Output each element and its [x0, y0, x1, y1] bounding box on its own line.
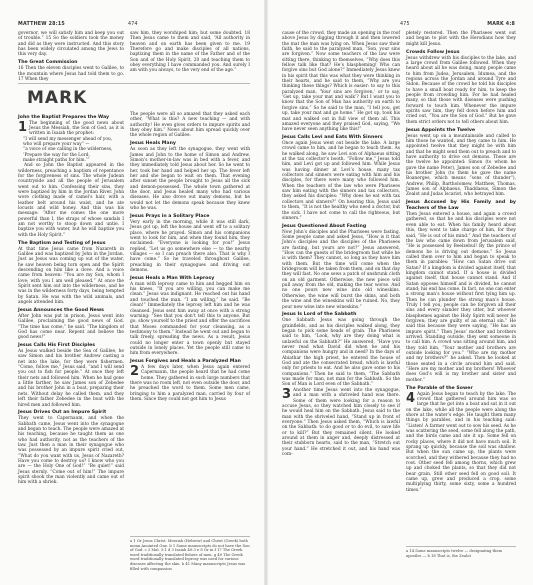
leprosy-paragraph: A man with leprosy came to him and begged him on his knees, “If you are willing, you can make me clean.” Jesus was indignant. He reached out his hand and touched the man. “I am willing,” he said. “Be clean!” Immediately the leprosy left him and he was cleansed. Jesus sent him away at once with a strong warning: “See that you don’t tell this to anyone. But go, show yourself to the priest and offer the sacrifices that Moses commanded for your cleansing, as a testimony to them.” Instead he went out and began to talk freely, spreading the news. As a result, Jesus could no longer enter a town openly but stayed outside in lonely places. Yet the people still came to him from everywhere.: [130, 281, 250, 357]
commission-paragraph: 16 Then the eleven disciples went to Galilee, to the mountain where Jesus had told them to go. 17 When they: [18, 66, 124, 82]
footnote-rule: [130, 536, 250, 537]
poem-line-5: make straight paths for him.’”: [23, 157, 90, 163]
sower-paragraph: 4 Again Jesus began to teach by the lake. The crowd that gathered around him was so large that he got into a boat and sat in it out on the lake, while all the people were along the shore at the water’s edge. He taught them many things by parables, and in his teaching said: “Listen! A farmer went out to sow his seed. As he was scattering the seed, some fell along the path, and the birds came and ate it up. Some fell on rocky places, where it did not have much soil. It sprang up quickly, because the soil was shallow. But when the sun came up, the plants were scorched, and they withered because they had no root. Other seed fell among thorns, which grew up and choked the plants, so that they did not bear grain. Still other seed fell on good soil. It came up, grew and produced a crop, some multiplying thirty, some sixty, some a hundred times.”: [406, 390, 516, 493]
right-col2: [406, 31, 516, 543]
levi-paragraph: Once again Jesus went out beside the lake. A large crowd came to him, and he began to teach them. As he walked along, he saw Levi son of Alphaeus sitting at the tax collector’s booth. “Follow me,” Jesus told him, and Levi got up and followed him. While Jesus was having dinner at Levi’s house, many tax collectors and sinners were eating with him and his disciples, for there were many who followed him. When the teachers of the law who were Pharisees saw him eating with the sinners and tax collectors, they asked his disciples: “Why does he eat with tax collectors and sinners?” On hearing this, Jesus said to them, “It is not the healthy who need a doctor, but the sick. I have not come to call the righteous, but sinners.”: [282, 141, 400, 221]
running-head-left: MATTHEW 28:15: [18, 22, 65, 27]
matthew-paragraph: governor, we will satisfy him and keep you out of trouble.” 15 So the soldiers took the money and did as they were instructed. And this story has been widely circulated among the Jews to this very day.: [18, 31, 124, 58]
announces-heading: Jesus Announces the Good News: [18, 307, 104, 313]
page-number-left: 474: [128, 22, 138, 27]
heals-paragraph: As soon as they left the synagogue, they went with James and John to the home of Simon and Andrew. Simon’s mother-in-law was in bed with a fever, and they immediately told Jesus about her. So he went to her, took her hand and helped her up. The fever left her and she began to wait on them. That evening after sunset the people brought to Jesus all the sick and demon-possessed. The whole town gathered at the door, and Jesus healed many who had various diseases. He also drove out many demons, but he would not let the demons speak because they knew who he was.: [130, 147, 250, 211]
paralyzed-paragraph: cause of the crowd, they made an opening in the roof above Jesus by digging through it and then lowered the mat the man was lying on. When Jesus saw their faith, he said to the paralyzed man, “Son, your sins are forgiven.” Now some teachers of the law were sitting there, thinking to themselves, “Why does this fellow talk like that? He’s blaspheming! Who can forgive sins but God alone?” Immediately Jesus knew in his spirit that this was what they were thinking in their hearts, and he said to them, “Why are you thinking these things? Which is easier: to say to this paralyzed man, ‘Your sins are forgiven,’ or to say, ‘Get up, take your mat and walk’? But I want you to know that the Son of Man has authority on earth to forgive sins.” So he said to the man, “I tell you, get up, take your mat and go home.” He got up, took his mat and walked out in full view of them all. This amazed everyone and they praised God, saying, “We have never seen anything like this!”: [282, 31, 400, 133]
sabbath-heading: Jesus Is Lord of the Sabbath: [282, 312, 357, 318]
fasting-heading: Jesus Questioned About Fasting: [282, 223, 367, 229]
mark-col1: [18, 112, 124, 557]
sabbath-paragraph: One Sabbath Jesus was going through the grainfields, and as his disciples walked along, they began to pick some heads of grain. The Pharisees said to him, “Look, why are they doing what is unlawful on the Sabbath?” He answered, “Have you never read what David did when he and his companions were hungry and in need? In the days of Abiathar the high priest, he entered the house of God and ate the consecrated bread, which is lawful only for priests to eat. And he also gave some to his companions.” Then he said to them, “The Sabbath was made for man, not man for the Sabbath. So the Son of Man is Lord even of the Sabbath.”: [282, 318, 400, 388]
twelve-heading: Jesus Appoints the Twelve: [406, 127, 476, 133]
poem-line-1: “I will send my messenger ahead of you,: [23, 136, 113, 142]
crowds-paragraph: Jesus withdrew with his disciples to the lake, and a large crowd from Galilee followed. When they heard about all he was doing, many people came to him from Judea, Jerusalem, Idumea, and the regions across the Jordan and around Tyre and Sidon. Because of the crowd he told his disciples to have a small boat ready for him, to keep the people from crowding him. For he had healed many, so that those with diseases were pushing forward to touch him. Whenever the impure spirits saw him, they fell down before him and cried out, “You are the Son of God.” But he gave them strict orders not to tell others about him.: [406, 55, 516, 125]
footnote-rule-right: [406, 546, 516, 547]
book-divider: [18, 83, 250, 84]
poem-line-3: “a voice of one calling in the wilderness,: [23, 147, 113, 153]
leprosy-heading: Jesus Heals a Man With Leprosy: [130, 275, 215, 281]
baptism-heading: The Baptism and Testing of Jesus: [18, 240, 106, 246]
calls-heading: Jesus Calls His First Disciples: [18, 343, 96, 349]
restored-paragraph: pletely restored. Then the Pharisees went out and began to plot with the Herodians how they might kill Jesus.: [406, 31, 516, 47]
levi-heading: Jesus Calls Levi and Eats With Sinners: [282, 135, 383, 141]
amazed-paragraph: The people were all so amazed that they asked each other, “What is this? A new teaching — and with authority! He even gives orders to impure spirits and they obey him.” News about him spread quickly over the whole region of Galilee.: [130, 112, 250, 139]
sower-heading: The Parable of the Sower: [406, 385, 473, 391]
chapter-number: 1: [18, 119, 28, 135]
right-page: [268, 0, 533, 585]
twelve-paragraph: Jesus went up on a mountainside and called to him those he wanted, and they came to him. He appointed twelve that they might be with him and that he might send them out to preach and to have authority to drive out demons. These are the twelve he appointed: Simon (to whom he gave the name Peter), James son of Zebedee and his brother John (to them he gave the name Boanerges, which means “sons of thunder”), Andrew, Philip, Bartholomew, Matthew, Thomas, James son of Alphaeus, Thaddaeus, Simon the Zealot and Judas Iscariot, who betrayed him.: [406, 133, 516, 198]
chapter3-paragraph: 3 Another time Jesus went into the synagogue, and a man with a shriveled hand was there. Some of them were looking for a reason to accuse Jesus, so they watched him closely to see if he would heal him on the Sabbath. Jesus said to the man with the shriveled hand, “Stand up in front of everyone.” Then Jesus asked them, “Which is lawful on the Sabbath: to do good or to do evil, to save life or to kill?” But they remained silent. He looked around at them in anger and, deeply distressed at their stubborn hearts, said to the man, “Stretch out your hand.” He stretched it out, and his hand was com-: [282, 386, 400, 457]
poem-line-2: who will prepare your way” —: [23, 141, 90, 147]
footnote-right: a 14 Some manuscripts twelve — designating them apostles — b 18 That is, the Zealot: [406, 549, 503, 558]
family-paragraph: Then Jesus entered a house, and again a crowd gathered, so that he and his disciples were not even able to eat. When his family heard about this, they went to take charge of him, for they said, “He is out of his mind.” And the teachers of the law who came down from Jerusalem said, “He is possessed by Beelzebul! By the prince of demons he is driving out demons.” So Jesus called them over to him and began to speak to them in parables: “How can Satan drive out Satan? If a kingdom is divided against itself, that kingdom cannot stand. If a house is divided against itself, that house cannot stand. And if Satan opposes himself and is divided, he cannot stand; his end has come. In fact, no one can enter a strong man’s house without first tying him up. Then he can plunder the strong man’s house. Truly I tell you, people can be forgiven all their sins and every slander they utter, but whoever blasphemes against the Holy Spirit will never be forgiven; they are guilty of an eternal sin.” He said this because they were saying, “He has an impure spirit.” Then Jesus’ mother and brothers arrived. Standing outside, they sent someone in to call him. A crowd was sitting around him, and they told him, “Your mother and brothers are outside looking for you.” “Who are my mother and my brothers?” he asked. Then he looked at those seated in a circle around him and said, “Here are my mother and my brothers! Whoever does God’s will is my brother and sister and mother.”: [406, 212, 516, 383]
running-head-right: MARK 4:8: [487, 22, 515, 27]
impure-paragraph: They went to Capernaum, and when the Sabbath came, Jesus went into the synagogue and began to teach. The people were amazed at his teaching, because he taught them as one who had authority, not as the teachers of the law. Just then a man in their synagogue who was possessed by an impure spirit cried out, “What do you want with us, Jesus of Nazareth? Have you come to destroy us? I know who you are — the Holy One of God!” “Be quiet!” said Jesus sternly. “Come out of him!” The impure spirit shook the man violently and came out of him with a shriek.: [18, 416, 124, 486]
page-number-right: 475: [400, 22, 410, 27]
crowds-heading: Crowds Follow Jesus: [406, 49, 460, 55]
chapter-number-4: 4: [406, 390, 416, 406]
matthew-end-col2: [130, 31, 250, 74]
book-title: MARK: [27, 88, 88, 108]
impure-heading: Jesus Drives Out an Impure Spirit: [18, 410, 107, 416]
chapter-number-3: 3: [282, 386, 292, 402]
commission-heading: The Great Commission: [18, 60, 78, 66]
prays-heading: Jesus Prays in a Solitary Place: [130, 213, 210, 219]
heals-heading: Jesus Heals Many: [130, 141, 176, 147]
forgives-heading: Jesus Forgives and Heals a Paralyzed Man: [130, 359, 241, 365]
left-page: [0, 0, 264, 585]
matthew-paragraph-2: saw him, they worshiped him; but some doubted. 18 Then Jesus came to them and said, “All authority in heaven and on earth has been given to me. 19 Therefore go and make disciples of all nations, baptizing them in the name of the Father and of the Son and of the Holy Spirit, 20 and teaching them to obey everything I have commanded you. And surely I am with you always, to the very end of the age.”: [130, 31, 250, 74]
forgives-paragraph: 2 A few days later, when Jesus again entered Capernaum, the people heard that he had come home. They gathered in such large numbers that there was no room left, not even outside the door, and he preached the word to them. Some men came, bringing to him a paralyzed man, carried by four of them. Since they could not get him to Jesus: [130, 364, 250, 403]
john-heading: John the Baptist Prepares the Way: [18, 114, 110, 120]
announces-paragraph: After John was put in prison, Jesus went into Galilee, proclaiming the good news of God. “The time has come,” he said. “The kingdom of God has come near. Repent and believe the good news!”: [18, 313, 124, 341]
footnotes: a 1 Or Jesus Christ. Messiah (Hebrew) and Christ (Greek) both mean Anointed One. b 1 Some manuscripts do not have the Son of God. c 2 Mal. 3:1 d 3 Isaiah 40:3 e 8 Or in f 17 The Greek word traditionally translated fishers of men, g 40 The Greek word traditionally translated leprosy was used for various diseases affecting the skin. h 41 Many manuscripts Jesus was filled with compassion: [130, 539, 250, 571]
baptism-paragraph: At that time Jesus came from Nazareth in Galilee and was baptized by John in the Jordan. Just as Jesus was coming up out of the water, he saw heaven being torn open and the Spirit descending on him like a dove. And a voice came from heaven: “You are my Son, whom I love; with you I am well pleased.” At once the Spirit sent him out into the wilderness, and he was in the wilderness forty days, being tempted by Satan. He was with the wild animals, and angels attended him.: [18, 246, 124, 305]
john-paragraph-2: And so John the Baptist appeared in the wilderness, preaching a baptism of repentance for the forgiveness of sins. The whole Judean countryside and all the people of Jerusalem went out to him. Confessing their sins, they were baptized by him in the Jordan River. John wore clothing made of camel’s hair, with a leather belt around his waist, and he ate locusts and wild honey. And this was his message: “After me comes the one more powerful than I, the straps of whose sandals I am not worthy to stoop down and untie. I baptize you with water, but he will baptize you with the Holy Spirit.”: [18, 163, 124, 238]
fasting-paragraph: Now John’s disciples and the Pharisees were fasting. Some people came and asked Jesus, “How is it that John’s disciples and the disciples of the Pharisees are fasting, but yours are not?” Jesus answered, “How can the guests of the bridegroom fast while he is with them? They cannot, so long as they have him with them. But the time will come when the bridegroom will be taken from them, and on that day they will fast. No one sews a patch of unshrunk cloth on an old garment. Otherwise, the new piece will pull away from the old, making the tear worse. And no one pours new wine into old wineskins. Otherwise, the wine will burst the skins, and both the wine and the wineskins will be ruined. No, they pour new wine into new wineskins.”: [282, 229, 400, 310]
calls-paragraph: As Jesus walked beside the Sea of Galilee, he saw Simon and his brother Andrew casting a net into the lake, for they were fishermen. “Come, follow me,” Jesus said, “and I will send you out to fish for people.” At once they left their nets and followed him. When he had gone a little farther, he saw James son of Zebedee and his brother John in a boat, preparing their nets. Without delay he called them, and they left their father Zebedee in the boat with the hired men and followed him.: [18, 349, 124, 408]
right-col1: [282, 31, 400, 561]
mark-col2: [130, 112, 250, 532]
matthew-end-col1: [18, 31, 124, 82]
poem-line-4: ‘Prepare the way for the Lord,: [23, 152, 90, 158]
chapter-number-2: 2: [130, 364, 140, 380]
john-paragraph: 1 The beginning of the good news about Jesus the Messiah, the Son of God, as it is written in Isaiah the prophet:: [18, 119, 124, 137]
family-heading: Jesus Accused by His Family and by Teachers of the Law: [406, 200, 516, 212]
prays-paragraph: Very early in the morning, while it was still dark, Jesus got up, left the house and went off to a solitary place, where he prayed. Simon and his companions went to look for him, and when they found him, they exclaimed: “Everyone is looking for you!” Jesus replied, “Let us go somewhere else — to the nearby villages — so I can preach there also. That is why I have come.” So he traveled throughout Galilee, preaching in their synagogues and driving out demons.: [130, 219, 250, 273]
